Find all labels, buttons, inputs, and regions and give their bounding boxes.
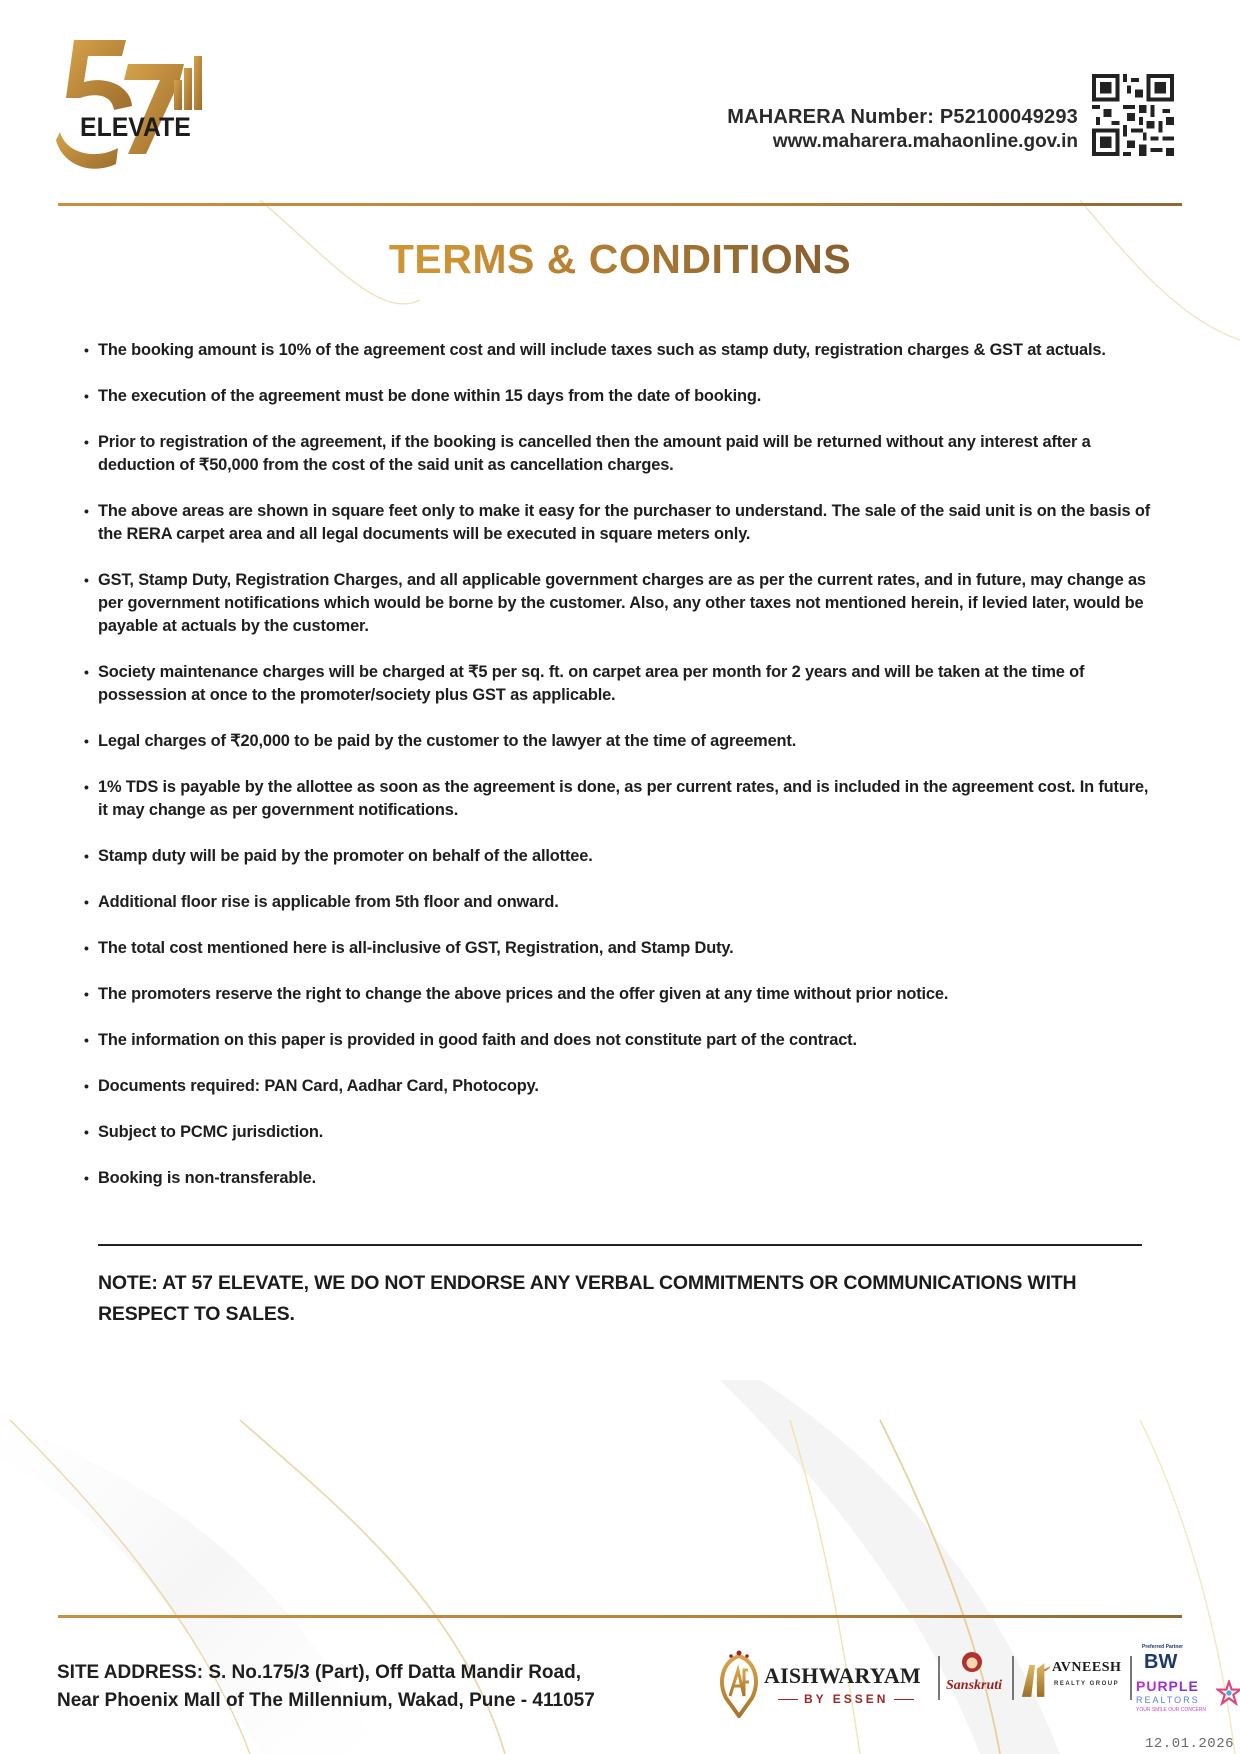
- term-item: • Society maintenance charges will be charged at ₹5 per sq. ft. on carpet area per month for 2 years and will be taken at the time of possession at once to the promoter/society plus GST as applicable.: [84, 661, 1154, 707]
- footer-divider: [58, 1615, 1182, 1618]
- page-title: TERMS & CONDITIONS: [0, 236, 1240, 283]
- partner-separator: [938, 1656, 940, 1700]
- term-item: • The booking amount is 10% of the agreement cost and will include taxes such as stamp duty, registration charges & GST at actuals.: [84, 339, 1154, 362]
- term-item: • Legal charges of ₹20,000 to be paid by the customer to the lawyer at the time of agreement.: [84, 730, 1154, 753]
- purple-realtors-star-icon: [1216, 1680, 1240, 1706]
- bw-logo-text: BW: [1144, 1651, 1178, 1673]
- aishwaryam-monogram-icon: [716, 1648, 762, 1718]
- date-stamp: 12.01.2026: [1144, 1736, 1234, 1752]
- bw-tagline: Preferred Partner: [1142, 1644, 1184, 1650]
- elevate-logo: [56, 36, 216, 176]
- partner-separator: [1012, 1656, 1014, 1700]
- aishwaryam-logo-text: AISHWARYAM: [764, 1663, 921, 1688]
- rera-info: [727, 104, 1078, 154]
- address-line-1: SITE ADDRESS: S. No.175/3 (Part), Off Datta Mandir Road,: [57, 1662, 581, 1683]
- qr-code-icon[interactable]: [1092, 74, 1174, 156]
- term-item: • The execution of the agreement must be done within 15 days from the date of booking.: [84, 385, 1154, 408]
- partner-logos: [716, 1644, 1207, 1740]
- term-item: • Prior to registration of the agreement, if the booking is cancelled then the amount paid will be returned without any interest after a deduction of ₹50,000 from the cost of the said unit as cancellation charges.: [84, 431, 1154, 477]
- sanskruti-logo-icon: [956, 1650, 988, 1674]
- purple-realtors-tagline: YOUR SMILE OUR CONCERN: [1136, 1707, 1207, 1713]
- term-item: • The total cost mentioned here is all-inclusive of GST, Registration, and Stamp Duty.: [84, 937, 1154, 960]
- address-line-2: Near Phoenix Mall of The Millennium, Wakad, Pune - 411057: [57, 1690, 595, 1711]
- header-divider: [58, 203, 1182, 206]
- term-item: • 1% TDS is payable by the allottee as soon as the agreement is done, as per current rates, and is included in the agreement cost. In future, it may change as per government notifications.: [84, 776, 1154, 822]
- avneesh-logo-text: AVNEESH: [1052, 1660, 1122, 1675]
- term-item: • Documents required: PAN Card, Aadhar Card, Photocopy.: [84, 1075, 1154, 1098]
- term-item: • Additional floor rise is applicable from 5th floor and onward.: [84, 891, 1154, 914]
- purple-realtors-logo-text: PURPLE: [1136, 1678, 1199, 1694]
- avneesh-monogram-icon: [1020, 1658, 1050, 1700]
- note-divider: [98, 1244, 1142, 1246]
- sales-note: NOTE: AT 57 ELEVATE, WE DO NOT ENDORSE ANY VERBAL COMMITMENTS OR COMMUNICATIONS WITH RESPECT TO SALES.: [98, 1272, 1077, 1325]
- terms-list: [84, 339, 1154, 1213]
- term-item: • Booking is non-transferable.: [84, 1167, 1154, 1190]
- sanskruti-logo-text: Sanskruti: [946, 1678, 1003, 1693]
- term-item: • The promoters reserve the right to change the above prices and the offer given at any time without prior notice.: [84, 983, 1154, 1006]
- term-item: • The information on this paper is provided in good faith and does not constitute part of the contract.: [84, 1029, 1154, 1052]
- avneesh-sub-text: REALTY GROUP: [1054, 1681, 1120, 1687]
- site-address: [57, 1659, 595, 1715]
- term-item: • Stamp duty will be paid by the promoter on behalf of the allottee.: [84, 845, 1154, 868]
- rera-url[interactable]: www.maharera.mahaonline.gov.in: [772, 131, 1078, 152]
- term-item: • Subject to PCMC jurisdiction.: [84, 1121, 1154, 1144]
- logo-57-icon: [56, 36, 216, 176]
- rera-number: MAHARERA Number: P52100049293: [727, 106, 1078, 128]
- term-item: • The above areas are shown in square feet only to make it easy for the purchaser to understand. The sale of the said unit is on the basis of the RERA carpet area and all legal documents will be executed in square meters only.: [84, 500, 1154, 546]
- term-item: • GST, Stamp Duty, Registration Charges, and all applicable government charges are as per the current rates, and in future, may change as per government notifications which would be borne by the customer. Also, any other taxes not mentioned herein, if levied later, would be payable at actuals by the customer.: [84, 569, 1154, 638]
- logo-wordmark: ELEVATE: [80, 112, 191, 142]
- aishwaryam-sub-text: BY ESSEN: [772, 1692, 920, 1706]
- partner-separator: [1130, 1656, 1132, 1700]
- purple-realtors-sub-text: REALTORS: [1136, 1695, 1200, 1705]
